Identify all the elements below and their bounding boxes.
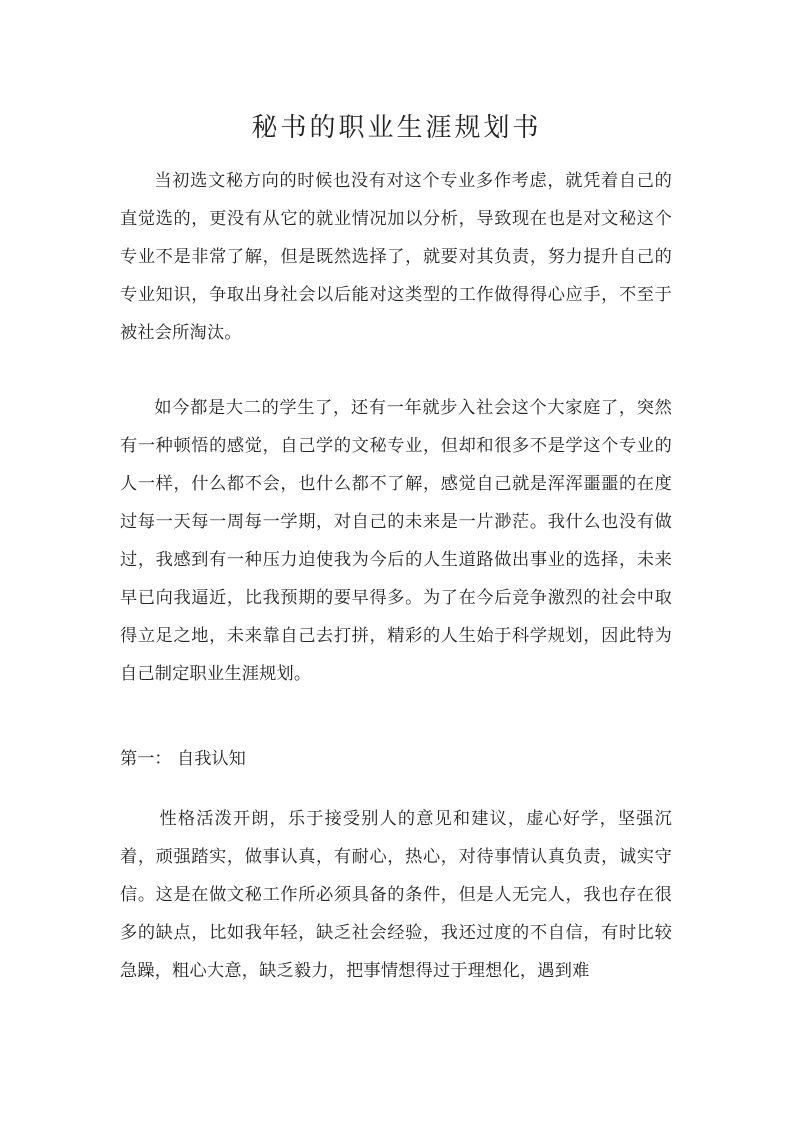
paragraph-motivation: 如今都是大二的学生了，还有一年就步入社会这个大家庭了，突然有一种顿悟的感觉，自己学的文秘专业，但却和很多不是学这个专业的人一样，什么都不会，也什么都不了解，感觉自己就是浑浑噩噩的在度过每一天每一周每一学期，对自己的未来是一片渺茫。我什么也没有做过，我感到有一种压力迫使我为今后的人生道路做出事业的选择，未来早已向我逼近，比我预期的要早得多。为了在今后竞争激烈的社会中取得立足之地，未来靠自己去打拼，精彩的人生始于科学规划，因此特为自己制定职业生涯规划。 <box>120 398 672 684</box>
paragraph-self-awareness: 性格活泼开朗，乐于接受别人的意见和建议，虚心好学，坚强沉着，顽强踏实，做事认真，有耐心，热心，对待事情认真负责，诚实守信。这是在做文秘工作所必须具备的条件，但是人无完人，我也存在很多的缺点，比如我年轻，缺乏社会经验，我还过度的不自信，有时比较急躁，粗心大意，缺乏毅力，把事情想得过于理想化，遇到难 <box>120 809 672 981</box>
paragraph-intro: 当初选文秘方向的时候也没有对这个专业多作考虑，就凭着自己的直觉选的，更没有从它的就业情况加以分析，导致现在也是对文秘这个专业不是非常了解，但是既然选择了，就要对其负责，努力提升自己的专业知识，争取出身社会以后能对这类型的工作做得得心应手，不至于被社会所淘汰。 <box>120 171 672 343</box>
section-heading-self-awareness: 第一： 自我认知 <box>120 749 246 769</box>
document-title: 秘书的职业生涯规划书 <box>251 113 542 143</box>
